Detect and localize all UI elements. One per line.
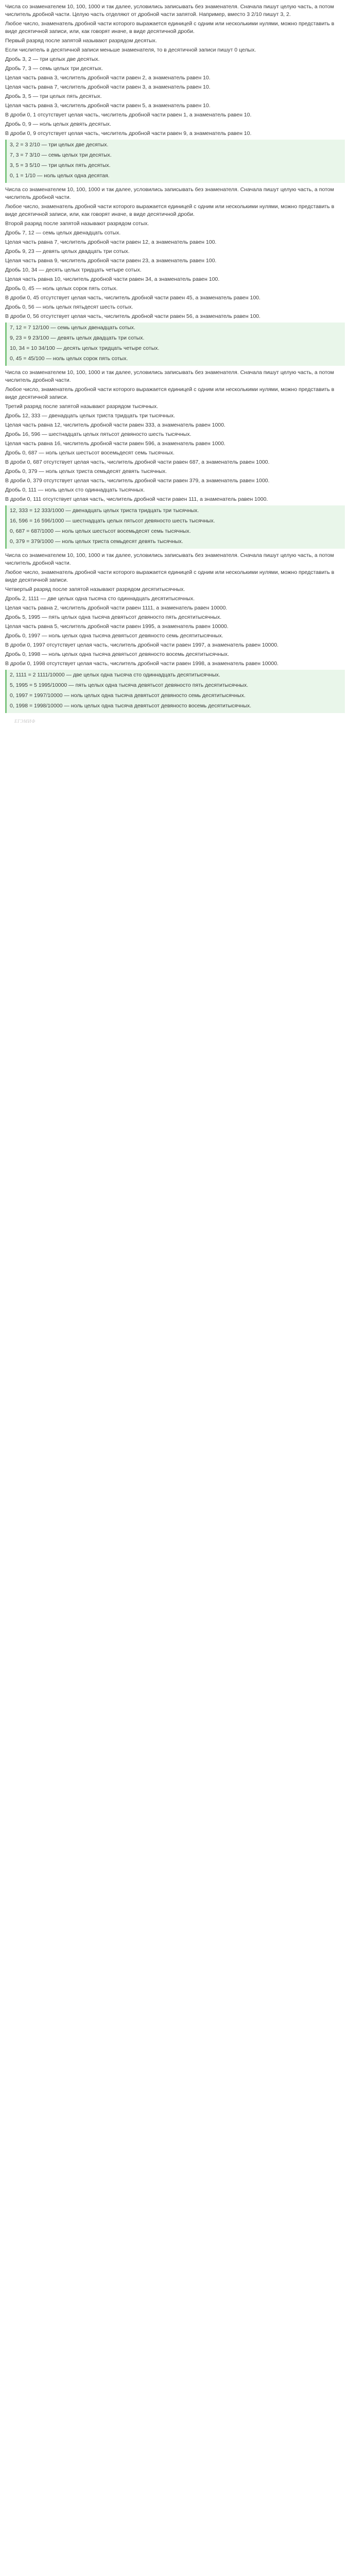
paragraph: Дробь 0, 1997 — ноль целых одна тысяча девятьсот девяносто семь десятитысячных. (5, 633, 223, 639)
highlight-box (5, 140, 345, 183)
paragraph: Дробь 0, 45 — ноль целых сорок пять сотых. (5, 285, 118, 292)
paragraph: Любое число, знаменатель дробной части которого выражается единицей с одним или несколькими нулями, можно представить в виде десятичной записи, или, как говорят иначе, в виде десятичной дроби. (5, 204, 335, 217)
paragraph: В дроби 0, 379 отсутствует целая часть, числитель дробной части равен 379, а знаменатель равен 1000. (5, 478, 270, 484)
highlight-line: 2, 1111 = 2 1111/10000 — две целых одна тысяча сто одиннадцать десятитысячных. (10, 672, 220, 678)
highlight-line: 0, 1997 = 1997/10000 — ноль целых одна тысяча девятьсот девяносто семь десятитысячных. (10, 692, 246, 699)
paragraph: Числа со знаменателем 10, 100, 1000 и так далее, условились записывать без знаменателя. Сначала пишут целую часть, а потом числитель дробной части. (5, 552, 334, 566)
paragraph: Дробь 5, 1995 — пять целых одна тысяча девятьсот девяносто пять десятитысячных. (5, 614, 222, 620)
paragraph: Дробь 7, 12 — семь целых двенадцать сотых. (5, 230, 121, 236)
paragraph: Целая часть равна 5, числитель дробной части равен 1995, а знаменатель равен 10000. (5, 623, 229, 630)
paragraph: Второй разряд после запятой называют разрядом сотых. (5, 221, 149, 227)
paragraph: Дробь 12, 333 — двенадцать целых триста тридцать три тысячных. (5, 413, 176, 419)
highlight-line: 0, 379 = 379/1000 — ноль целых триста семьдесят девять тысячных. (10, 538, 183, 545)
paragraph: Любое число, знаменатель дробной части которого выражается единицей с одним или несколькими нулями, можно представить в виде десятичной записи, или, как говорят иначе, в виде десятичной дроби. (5, 21, 335, 35)
paragraph: Числа со знаменателем 10, 100, 1000 и так далее, условились записывать без знаменателя. Сначала пишут целую часть, а потом числитель дробной части. (5, 187, 334, 200)
highlight-box (5, 323, 345, 366)
highlight-line: 3, 5 = 3 5/10 — три целых пять десятых. (10, 162, 111, 168)
highlight-line: 7, 12 = 7 12/100 — семь целых двенадцать сотых. (10, 325, 135, 331)
highlight-line: 0, 1998 = 1998/10000 — ноль целых одна тысяча девятьсот девяносто восемь десятитысячных. (10, 703, 252, 709)
section-ten-thousandths (5, 552, 345, 668)
paragraph: Третий разряд после запятой называют разрядом тысячных. (5, 403, 159, 410)
highlight-line: 12, 333 = 12 333/1000 — двенадцать целых триста тридцать три тысячных. (10, 507, 199, 514)
highlight-box (5, 670, 345, 713)
paragraph: Дробь 3, 2 — три целых две десятых. (5, 56, 100, 62)
highlight-line: 0, 45 = 45/100 — ноль целых сорок пять сотых. (10, 355, 128, 362)
highlight-line: 5, 1995 = 5 1995/10000 — пять целых одна тысяча девятьсот девяносто пять десятитысячных. (10, 682, 249, 688)
paragraph: Дробь 3, 5 — три целых пять десятых. (5, 93, 102, 99)
watermark: ЕГЭМИФ (14, 719, 36, 724)
highlight-line: 9, 23 = 9 23/100 — девять целых двадцать три сотых. (10, 335, 145, 341)
paragraph: Первый разряд после запятой называют разрядом десятых. (5, 38, 157, 44)
highlight-line: 7, 3 = 7 3/10 — семь целых три десятых. (10, 152, 112, 158)
paragraph: Целая часть равна 12, числитель дробной части равен 333, а знаменатель равен 1000. (5, 422, 225, 428)
paragraph: Целая часть равна 9, числитель дробной части равен 23, а знаменатель равен 100. (5, 258, 217, 264)
paragraph: В дроби 0, 1997 отсутствует целая часть, числитель дробной части равен 1997, а знаменатель равен 10000. (5, 642, 279, 648)
paragraph: В дроби 0, 1 отсутствует целая часть, числитель дробной части равен 1, а знаменатель равен 10. (5, 112, 252, 118)
paragraph: Дробь 0, 379 — ноль целых триста семьдесят девять тысячных. (5, 468, 167, 474)
paragraph: Дробь 0, 111 — ноль целых сто одиннадцать тысячных. (5, 487, 145, 493)
paragraph: В дроби 0, 56 отсутствует целая часть, числитель дробной части равен 56, а знаменатель равен 100. (5, 313, 261, 319)
paragraph: Дробь 10, 34 — десять целых тридцать четыре сотых. (5, 267, 142, 273)
paragraph: В дроби 0, 111 отсутствует целая часть, числитель дробной части равен 111, а знаменатель равен 1000. (5, 496, 268, 502)
paragraph: Дробь 0, 56 — ноль целых пятьдесят шесть сотых. (5, 304, 133, 310)
paragraph: Дробь 16, 596 — шестнадцать целых пятьсот девяносто шесть тысячных. (5, 431, 191, 437)
paragraph: Любое число, знаменатель дробной части которого выражается единицей с одним или несколькими нулями, можно представить в виде десятичной записи. (5, 569, 335, 583)
highlight-line: 0, 1 = 1/10 — ноль целых одна десятая. (10, 173, 110, 179)
highlight-box (5, 505, 345, 549)
paragraph: Числа со знаменателем 10, 100, 1000 и так далее, условились записывать без знаменателя. Сначала пишут целую часть, а потом числитель дробной части. (5, 369, 334, 383)
paragraph: Четвертый разряд после запятой называют разрядом десятитысячных. (5, 586, 185, 592)
paragraph: Числа со знаменателем 10, 100, 1000 и так далее, условились записывать без знаменателя. Сначала пишут целую часть, а потом числитель дробной части. Целую часть отделяют от дробной части запятой. Например, вместо 3 2/10 пишут 3, 2. (5, 4, 334, 18)
paragraph: В дроби 0, 45 отсутствует целая часть, числитель дробной части равен 45, а знаменатель равен 100. (5, 295, 261, 301)
paragraph: Дробь 0, 9 — ноль целых девять десятых. (5, 121, 111, 127)
paragraph: Целая часть равна 7, числитель дробной части равен 12, а знаменатель равен 100. (5, 239, 217, 245)
paragraph: Целая часть равна 16, числитель дробной части равен 596, а знаменатель равен 1000. (5, 440, 225, 447)
highlight-line: 3, 2 = 3 2/10 — три целых две десятых. (10, 142, 109, 148)
paragraph: В дроби 0, 687 отсутствует целая часть, числитель дробной части равен 687, а знаменатель равен 1000. (5, 459, 270, 465)
paragraph: Дробь 0, 1998 — ноль целых одна тысяча девятьсот девяносто восемь десятитысячных. (5, 651, 229, 657)
section-thousandths (5, 369, 345, 503)
paragraph: Дробь 2, 1111 — две целых одна тысяча сто одиннадцать десятитысячных. (5, 596, 195, 602)
section-hundredths (5, 186, 345, 320)
paragraph: В дроби 0, 9 отсутствует целая часть, числитель дробной части равен 9, а знаменатель равен 10. (5, 130, 252, 137)
highlight-line: 10, 34 = 10 34/100 — десять целых тридцать четыре сотых. (10, 345, 160, 351)
paragraph: Дробь 7, 3 — семь целых три десятых. (5, 65, 103, 72)
paragraph: Целая часть равна 10, числитель дробной части равен 34, а знаменатель равен 100. (5, 276, 220, 282)
section-tenths (5, 3, 345, 138)
paragraph: Любое число, знаменатель дробной части которого выражается единицей с одним или несколькими нулями, можно представить в виде десятичной записи. (5, 386, 335, 400)
paragraph: Целая часть равна 2, числитель дробной части равен 1111, а знаменатель равен 10000. (5, 605, 227, 611)
highlight-line: 0, 687 = 687/1000 — ноль целых шестьсот восемьдесят семь тысячных. (10, 528, 191, 534)
paragraph: Целая часть равна 7, числитель дробной части равен 3, а знаменатель равен 10. (5, 84, 211, 90)
paragraph: Целая часть равна 3, числитель дробной части равен 2, а знаменатель равен 10. (5, 75, 211, 81)
paragraph: В дроби 0, 1998 отсутствует целая часть, числитель дробной части равен 1998, а знаменатель равен 10000. (5, 660, 279, 667)
highlight-line: 16, 596 = 16 596/1000 — шестнадцать целых пятьсот девяносто шесть тысячных. (10, 518, 215, 524)
paragraph: Целая часть равна 3, числитель дробной части равен 5, а знаменатель равен 10. (5, 103, 211, 109)
paragraph: Дробь 0, 687 — ноль целых шестьсот восемьдесят семь тысячных. (5, 450, 175, 456)
paragraph: Дробь 9, 23 — девять целых двадцать три сотых. (5, 248, 130, 255)
paragraph: Если числитель в десятичной записи меньше знаменателя, то в десятичной записи пишут 0 целых. (5, 47, 256, 53)
document-page (0, 0, 350, 725)
